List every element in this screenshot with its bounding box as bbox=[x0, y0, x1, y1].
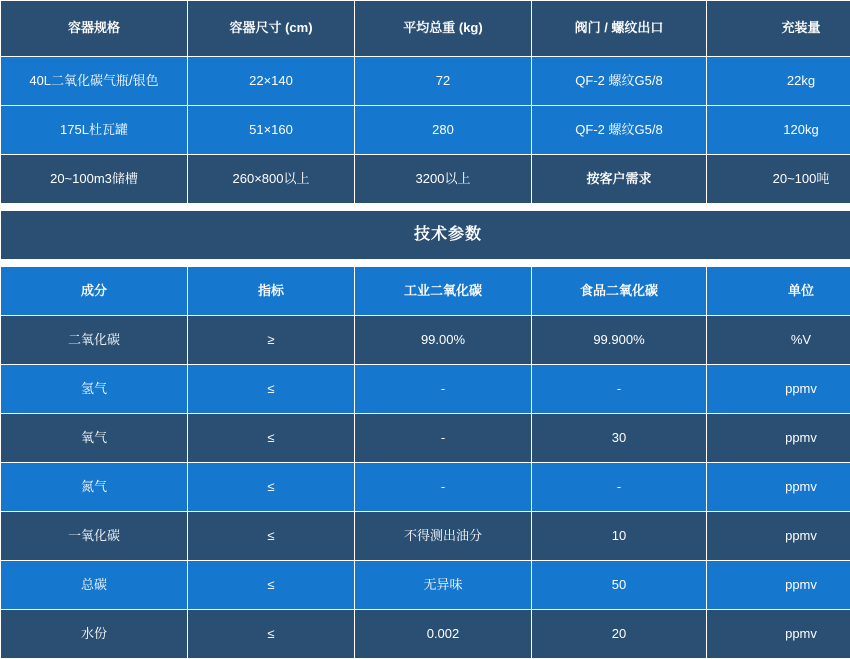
cell-indicator: ≤ bbox=[188, 561, 355, 610]
cell-unit: ppmv bbox=[707, 561, 850, 610]
cell-indicator: ≤ bbox=[188, 414, 355, 463]
cell-average-weight: 280 bbox=[355, 106, 532, 155]
col-header-industrial-co2: 工业二氧化碳 bbox=[355, 267, 532, 316]
cell-component: 水份 bbox=[1, 610, 188, 659]
cell-fill-amount: 22kg bbox=[707, 57, 850, 106]
cell-valve-thread: 按客户需求 bbox=[532, 155, 707, 204]
table-row bbox=[1, 57, 850, 106]
separator-cell bbox=[1, 204, 850, 211]
cell-industrial-co2: - bbox=[355, 414, 532, 463]
cell-indicator: ≤ bbox=[188, 365, 355, 414]
table-row bbox=[1, 365, 850, 414]
param-header-row bbox=[1, 267, 850, 316]
table-row bbox=[1, 106, 850, 155]
table-row bbox=[1, 610, 850, 659]
cell-component: 一氧化碳 bbox=[1, 512, 188, 561]
cell-container-size: 260×800以上 bbox=[188, 155, 355, 204]
col-header-food-co2: 食品二氧化碳 bbox=[532, 267, 707, 316]
col-header-component: 成分 bbox=[1, 267, 188, 316]
cell-indicator: ≤ bbox=[188, 463, 355, 512]
cell-container-spec: 175L杜瓦罐 bbox=[1, 106, 188, 155]
cell-food-co2: 99.900% bbox=[532, 316, 707, 365]
cell-indicator: ≤ bbox=[188, 610, 355, 659]
cell-food-co2: 20 bbox=[532, 610, 707, 659]
cell-component: 二氧化碳 bbox=[1, 316, 188, 365]
cell-food-co2: 30 bbox=[532, 414, 707, 463]
cell-food-co2: - bbox=[532, 463, 707, 512]
cell-container-size: 22×140 bbox=[188, 57, 355, 106]
table-row bbox=[1, 155, 850, 204]
cell-unit: ppmv bbox=[707, 414, 850, 463]
cell-food-co2: - bbox=[532, 365, 707, 414]
cell-food-co2: 50 bbox=[532, 561, 707, 610]
cell-container-spec: 40L二氧化碳气瓶/银色 bbox=[1, 57, 188, 106]
cell-container-size: 51×160 bbox=[188, 106, 355, 155]
cell-unit: ppmv bbox=[707, 512, 850, 561]
cell-unit: ppmv bbox=[707, 610, 850, 659]
cell-industrial-co2: - bbox=[355, 463, 532, 512]
cell-component: 氧气 bbox=[1, 414, 188, 463]
col-header-fill-amount: 充装量 bbox=[707, 1, 850, 57]
cell-average-weight: 72 bbox=[355, 57, 532, 106]
table-row bbox=[1, 463, 850, 512]
col-header-average-weight: 平均总重 (kg) bbox=[355, 1, 532, 57]
col-header-indicator: 指标 bbox=[188, 267, 355, 316]
cell-unit: %V bbox=[707, 316, 850, 365]
table-row bbox=[1, 316, 850, 365]
cell-food-co2: 10 bbox=[532, 512, 707, 561]
cell-valve-thread: QF-2 螺纹G5/8 bbox=[532, 106, 707, 155]
table-row bbox=[1, 414, 850, 463]
cell-industrial-co2: 不得测出油分 bbox=[355, 512, 532, 561]
cell-valve-thread: QF-2 螺纹G5/8 bbox=[532, 57, 707, 106]
col-header-container-spec: 容器规格 bbox=[1, 1, 188, 57]
cell-indicator: ≤ bbox=[188, 512, 355, 561]
cell-component: 总碳 bbox=[1, 561, 188, 610]
cell-unit: ppmv bbox=[707, 365, 850, 414]
section-title-technical-parameters: 技术参数 bbox=[1, 211, 850, 260]
cell-indicator: ≥ bbox=[188, 316, 355, 365]
table-header-row bbox=[1, 1, 850, 57]
cell-component: 氢气 bbox=[1, 365, 188, 414]
cell-fill-amount: 20~100吨 bbox=[707, 155, 850, 204]
cell-container-spec: 20~100m3储槽 bbox=[1, 155, 188, 204]
cell-fill-amount: 120kg bbox=[707, 106, 850, 155]
cell-component: 氮气 bbox=[1, 463, 188, 512]
col-header-unit: 单位 bbox=[707, 267, 850, 316]
cell-industrial-co2: 无异味 bbox=[355, 561, 532, 610]
col-header-container-size: 容器尺寸 (cm) bbox=[188, 1, 355, 57]
cell-industrial-co2: 0.002 bbox=[355, 610, 532, 659]
table-separator bbox=[1, 260, 850, 267]
table-row bbox=[1, 561, 850, 610]
separator-cell bbox=[1, 260, 850, 267]
table-separator bbox=[1, 204, 850, 211]
cell-industrial-co2: 99.00% bbox=[355, 316, 532, 365]
cell-average-weight: 3200以上 bbox=[355, 155, 532, 204]
table-row bbox=[1, 512, 850, 561]
col-header-valve-thread: 阀门 / 螺纹出口 bbox=[532, 1, 707, 57]
banner-row bbox=[1, 211, 850, 260]
cell-industrial-co2: - bbox=[355, 365, 532, 414]
cell-unit: ppmv bbox=[707, 463, 850, 512]
